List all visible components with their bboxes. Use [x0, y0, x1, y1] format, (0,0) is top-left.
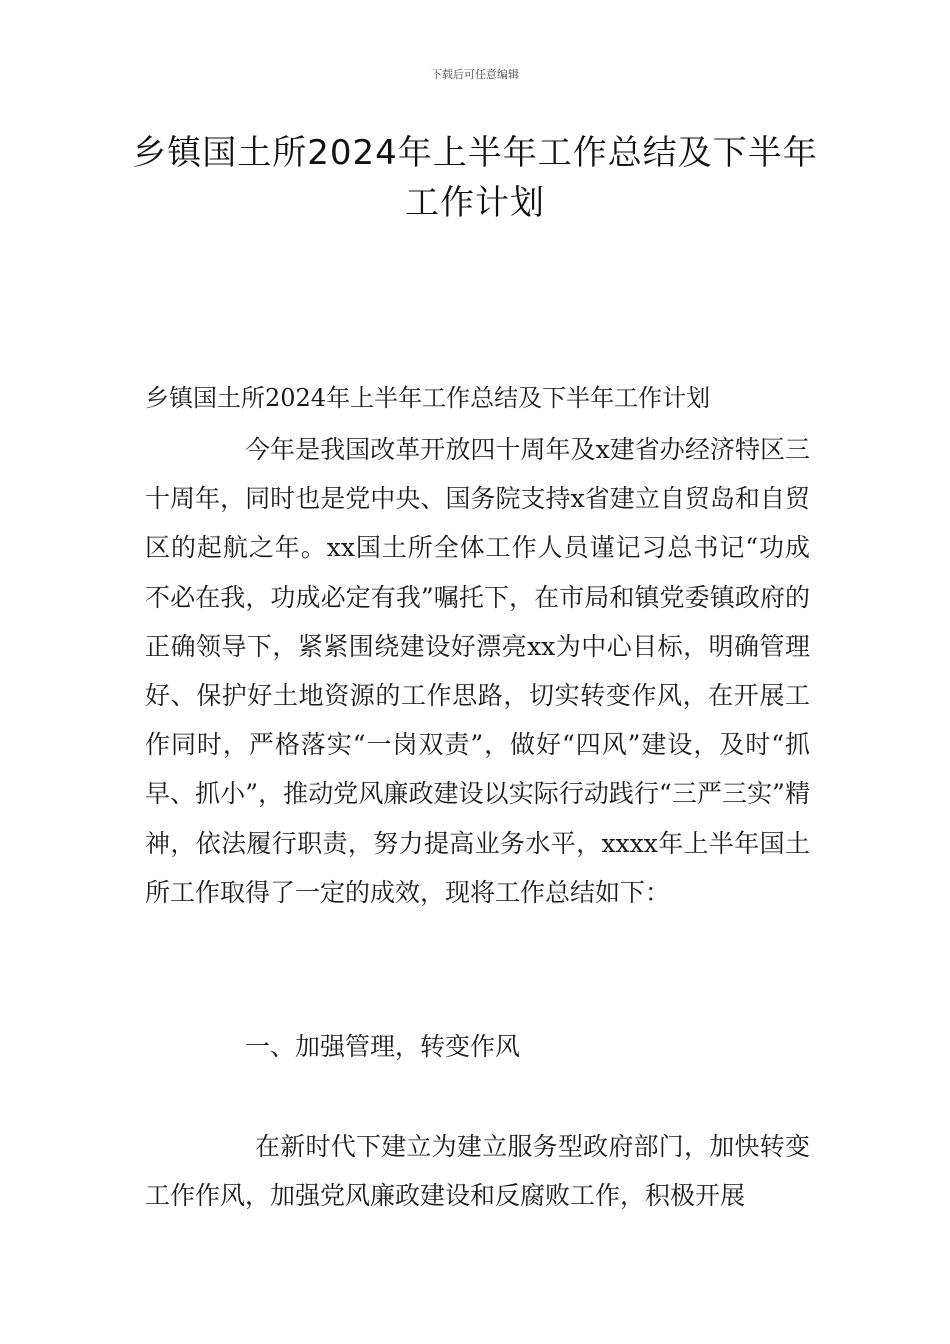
paragraph-intro: 今年是我国改革开放四十周年及x建省办经济特区三十周年，同时也是党中央、国务院支持x省建立自贸岛和自贸区的起航之年。xx国土所全体工作人员谨记习总书记“功成不必在我，功成必定有我”嘱托下，在市局和镇党委镇政府的正确领导下，紧紧围绕建设好漂亮xx为中心目标，明确管理好、保护好土地资源的工作思路，切实转变作风，在开展工作同时，严格落实“一岗双责”，做好“四风”建设，及时“抓早、抓小”，推动党风廉政建设以实际行动践行“三严三实”精神，依法履行职责，努力提高业务水平，xxxx年上半年国土所工作取得了一定的成效，现将工作总结如下： [145, 435, 810, 907]
paragraph-section-1: 在新时代下建立为建立服务型政府部门，加快转变工作作风，加强党风廉政建设和反腐败工作，积极开展 [145, 1132, 810, 1211]
section-heading: 一、加强管理，转变作风 [245, 1032, 521, 1061]
document-subtitle: 乡镇国土所2024年上半年工作总结及下半年工作计划 [145, 384, 711, 412]
header-note: 下载后可任意编辑 [431, 68, 519, 81]
document-title: 乡镇国土所2024年上半年工作总结及下半年工作计划 [132, 133, 818, 223]
